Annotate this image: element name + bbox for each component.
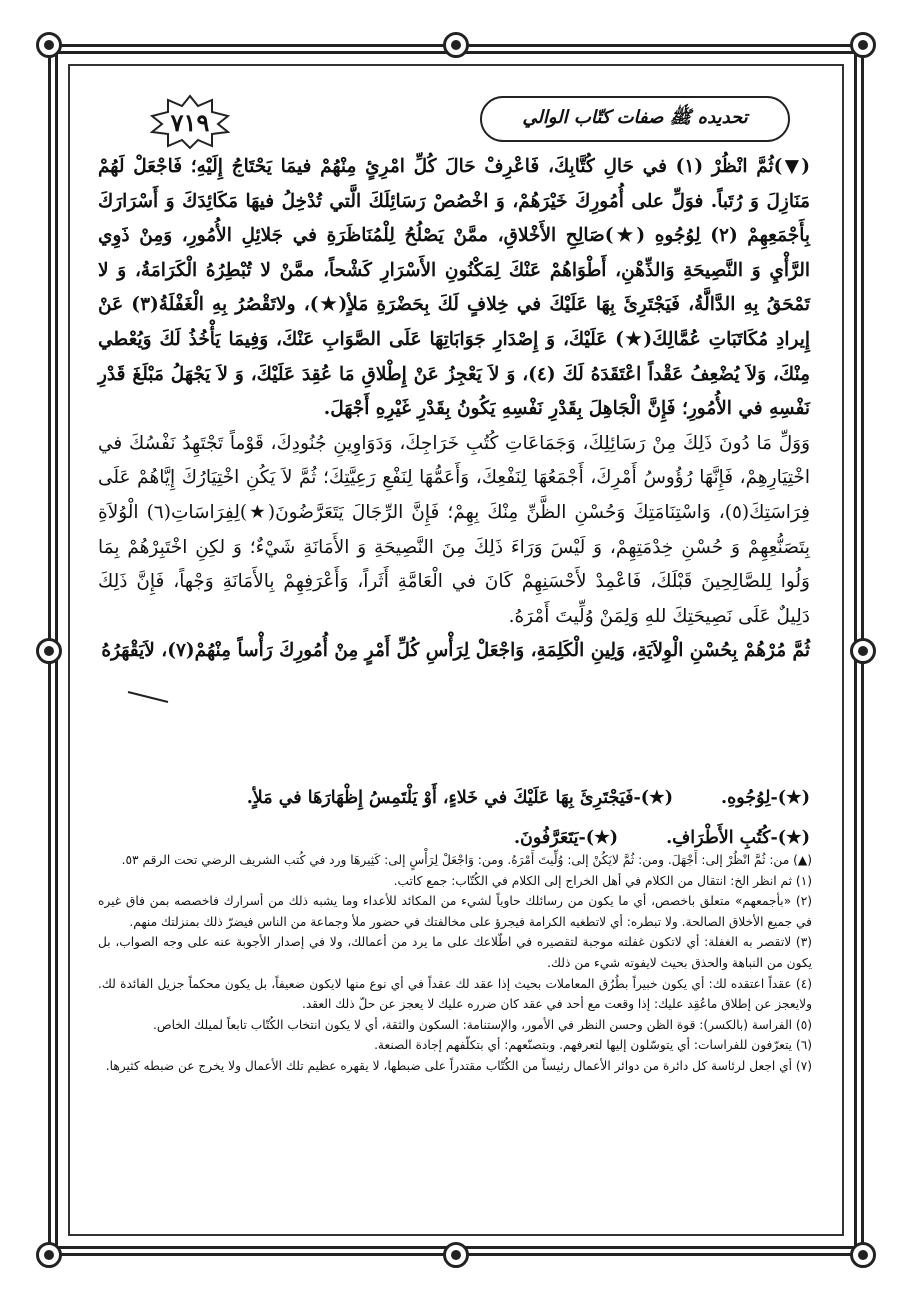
- footnote: (٦) يتعرّفون للفراسات: أي يتوسّلون إليها لتعرفهم. وبتصنّعهم: أي بتكلّفهم إجادة الصنعة.: [374, 1038, 812, 1053]
- corner-ornament-icon: [36, 32, 62, 58]
- corner-ornament-icon: [850, 1242, 876, 1268]
- footnote: (٥) الفراسة (بالكسر): قوة الظن وحسن النظر في الأمور، والإستنامة: السكون والثقة، أي لا يكون انتخاب الكُتّاب تابعاً لميلك الخاص.: [153, 1017, 812, 1032]
- border-ornament-icon: [443, 32, 469, 58]
- footnote: (١) ثم انظر الخ: انتقال من الكلام في أهل الخراج إلى الكلام في الكُتّاب: جمع كاتب.: [393, 873, 812, 888]
- footnote: (٢) «بأجمعهم» متعلق باخصص، أي ما يكون من رسائلك حاوياً لشيء من المكائد للأعداء وما يشبه ذلك من أسرارك فاخصصه بمن فاق غيره في جميع الأخلاق الصالحة. ولا تبطره: أي لاتطغيه الكرامة فيجرؤ على مخالفتك في حضور ملأ وجماعة من الناس فيضرّ ذلك بمنزلتك منهم.: [98, 894, 812, 929]
- gloss-item: (★)-لِوُجُوهِ.: [720, 788, 810, 808]
- footnote: (٣) لاتقصر به الغفلة: أي لاتكون غفلته موجبة لتقصيره في اطّلاعك على ما يرد من أعمالك، ولا في إصدار الأجوبة عنه على وجه الصواب، بل يكون من النباهة والحذق بحيث لايفوته شيء من ذلك.: [98, 935, 812, 970]
- footnote: (▲) من: ثُمَّ انْظُرْ إلى: أَجْهَلَ. ومن: ثُمَّ لايَكُنْ إلى: وُلِّيتَ أَمْرَهُ. ومن: وَاجْعَلْ لِرَأْسٍ إلى: كَثِيرهَا ورد في كُتب الشريف الرضي تحت الرقم ٥٣.: [121, 853, 812, 867]
- footnotes: [98, 850, 812, 1077]
- corner-ornament-icon: [36, 1242, 62, 1268]
- paragraph: (▼)ثُمَّ انْظُرْ (١) في حَالِ كُتَّابِكَ، فَاعْرِفْ حَالَ كُلِّ امْرِئٍ مِنْهُمْ فيمَا يَحْتَاجُ إِلَيْهِ؛ فَاجْعَلْ لَهُمْ مَنَازِلَ وَ رُتَباً. فوَلِّ على أُمُورِكَ خَيْرَهُمْ، وَ اخْصُصْ رَسَائِلَكَ الَّتي تُدْخِلُ فيهَا مَكَائِدَكَ وَ أَسْرَارَكَ بِأَجْمَعِهِمْ (٢) لِوُجُوهِ (★)صَالِحِ الأَخْلاقِ، ممَّنْ يَصْلُحُ لِلْمُنَاظَرَةِ في جَلائِلِ الأُمُورِ، وَمِنْ ذَوِي الرَّأْيِ وَ النَّصِيحَةِ وَالذِّهْنِ، أَطْوَاهُمْ عَنْكَ لِمَكْنُونِ الأَسْرَارِ كَشْحاً، ممَّنْ لا تُبْطِرُهُ الْكَرَامَةُ، وَ لا تَمْحَقُ بِهِ الدَّالَّةُ، فَيَجْتَرِئَ بِهَا عَلَيْكَ في خِلافٍ لَكَ بِحَضْرَةِ مَلأٍ(★)، ولاتَقْصُرُ بِهِ الْغَفْلَةُ(٣) عَنْ إِيرادِ مُكَاتَبَاتِ عُمَّالِكَ(★) عَلَيْكَ، وَ إِصْدَارِ جَوَابَاتِهَا عَلَى الصَّوَابِ عَنْكَ، وَفِيمَا يَأْخُذُ لَكَ وَيُعْطي مِنْكَ، وَلاَ يُضْعِفُ عَقْداً اعْتَقَدَهُ لَكَ (٤)، وَ لاَ يَعْجِزُ عَنْ إِطْلاقِ مَا عُقِدَ عَلَيْكَ، وَ لاَ يَجْهَلُ مَبْلَغَ قَدْرِ نَفْسِهِ في الأُمُورِ؛ فَإِنَّ الْجَاهِلَ بِقَدْرِ نَفْسِهِ يَكُونُ بِقَدْرِ غَيْرِهِ أَجْهَلَ.: [98, 156, 810, 420]
- pen-stroke-mark: [126, 690, 170, 704]
- gloss-item: (★)-يَتَعَرَّفُونَ.: [513, 828, 619, 848]
- variant-glosses: [98, 778, 810, 858]
- paragraph: ثُمَّ مُرْهُمْ بِحُسْنِ الْوِلاَيَةِ، وَلِينِ الْكَلِمَةِ، وَاجْعَلْ لِرَأْسِ كُلِّ أَمْرٍ مِنْ أُمُورِكَ رَأْساً مِنْهُمْ(٧)، لاَيَقْهَرُهُ: [101, 640, 810, 662]
- border-ornament-icon: [36, 638, 62, 664]
- border-ornament-icon: [443, 1242, 469, 1268]
- paragraph: وَوَلِّ مَا دُونَ ذَلِكَ مِنْ رَسَائِلِكَ، وَجَمَاعَاتِ كُتُبِ خَرَاجِكَ، وَدَوَاوِينِ جُنُودِكَ، قَوْماً تَجْتَهِدُ نَفْسُكَ في اخْتِيَارِهِمْ، فَإِنَّهَا رُؤُوسُ أَمْرِكَ، أَجْمَعُهَا لِنَفْعِكَ، وَأَعَمُّهَا لِنَفْعِ رَعِيَّتِكَ؛ ثُمَّ لاَ يَكُنِ اخْتِيَارُكَ إِيَّاهُمْ عَلَى فِرَاسَتِكَ(٥)، وَاسْتِنَامَتِكَ وَحُسْنِ الظَّنِّ مِنْكَ بِهِمْ؛ فَإِنَّ الرِّجَالَ يَتَعَرَّضُونَ(★)لِفِرَاسَاتِ(٦) الْوُلاَةِ بِتَصَنُّعِهِمْ وَ حُسْنِ خِدْمَتِهِمْ، وَ لَيْسَ وَرَاءَ ذَلِكَ مِنَ النَّصِيحَةِ وَ الأَمَانَةِ شَيْءٌ؛ وَ لكِنِ اخْتَبِرْهُمْ بِمَا وَلُوا لِلصَّالِحِينَ قَبْلَكَ، فَاعْمِدْ لأَحْسَنِهِمْ كَانَ في الْعَامَّةِ أَثَراً، وَأَعْرَفِهِمْ بِالأَمَانَةِ وَجْهاً، فَإِنَّ ذَلِكَ دَلِيلٌ عَلَى نَصِيحَتِكَ للهِ وَلِمَنْ وُلِّيتَ أَمْرَهُ.: [98, 432, 810, 627]
- footnote: (٧) أي اجعل لرئاسة كل دائرة من دوائر الأعمال رئيساً من الكُتّاب مقتدراً على ضبطها، لا يقهره عظيم تلك الأعمال ولا يخرج عن ضبطه كثيرها.: [105, 1058, 812, 1073]
- footnote: (٤) عقداً اعتقده لك: أي يكون خبيراً بطُرُق المعاملات بحيث إذا عقد لك عقداً في أي نوع منها لايكون ضعيفاً، بل يكون محكماً جزيل الفائدة لك. ولايعجز عن إطلاق ماعُقِد عليك: إذا وقعت مع أحد في عقد كان ضرره عليك لا يعجز عن حلّ ذلك العقد.: [98, 976, 812, 1012]
- gloss-item: (★)-فَيَجْتَرِئَ بِهَا عَلَيْكَ في خَلاءٍ، أَوْ يَلْتَمِسُ إِظْهَارَهَا في مَلأٍ.: [246, 788, 673, 808]
- border-ornament-icon: [850, 638, 876, 664]
- gloss-item: (★)-كُتُبِ الأَطْرَافِ.: [666, 828, 810, 848]
- page-number-badge: [150, 94, 230, 150]
- corner-ornament-icon: [850, 32, 876, 58]
- chapter-title: تحديده ﷺ صفات كتّاب الوالي: [522, 107, 748, 128]
- page-number: ٧١٩: [170, 107, 210, 137]
- main-text: [98, 150, 810, 669]
- gloss-row: [98, 778, 810, 818]
- chapter-title-banner: [480, 96, 790, 142]
